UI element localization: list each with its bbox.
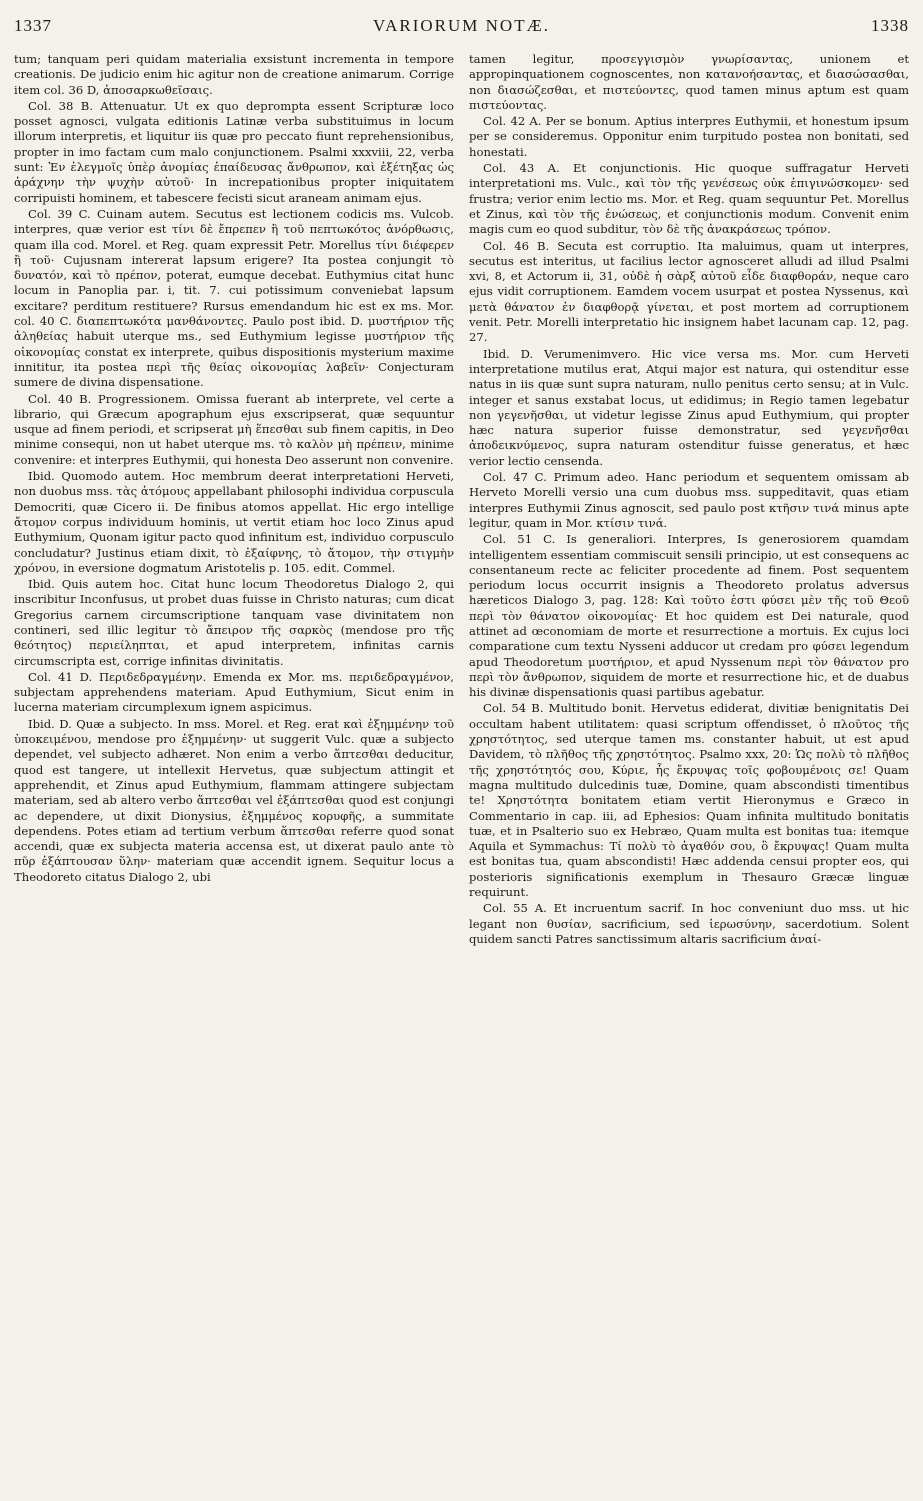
left-page-number: 1337 (14, 16, 52, 35)
note-paragraph: tum; tanquam peri quidam materialia exsistunt incrementa in tempore creationis. De judicio enim hic agitur non de creatione animarum. Corrige item col. 36 D, ἀποσαρκωθεῖσαις. (14, 52, 454, 97)
right-page-number: 1338 (871, 16, 909, 35)
note-paragraph: Col. 54 B. Multitudo bonit. Hervetus ediderat, divitiæ benignitatis Dei occultam habent utilitatem: quasi scriptum offendisset, ὁ πλοῦτος τῆς χρηστότητος, sed uterque tamen ms. constanter habuit, ut est apud Davidem, τὸ πλῆθος τῆς χρηστότητος. Psalmo xxx, 20: Ὡς πολὺ τὸ πλῆθος τῆς χρηστότητός σου, Κύριε, ἧς ἔκρυψας τοῖς φοβουμένοις σε! Quam magna multitudo dulcedinis tuæ, Domine, quam abscondisti timentibus te! Χρηστότητα bonitatem etiam vertit Hieronymus e Græco in Commentario in cap. iii, ad Ephesios: Quam infinita multitudo bonitatis tuæ, et in Psalterio suo ex Hebræo, Quam multa est bonitas tua: itemque Aquila et Symmachus: Τί πολὺ τὸ ἀγαθόν σου, ὃ ἔκρυψας! Quam multa est bonitas tua, quam abscondisti! Hæc addenda censui propter eos, qui posterioris significationis exemplum in Thesauro Græcæ linguæ requirunt. (469, 701, 909, 900)
running-header (14, 16, 909, 42)
running-title: VARIORUM NOTÆ. (373, 16, 550, 35)
note-paragraph: Col. 42 A. Per se bonum. Aptius interpres Euthymii, et honestum ipsum per se consideremus. Opponitur enim turpitudo postea non bonitati, sed honestati. (469, 114, 909, 159)
note-paragraph: Ibid. D. Verumenimvero. Hic vice versa ms. Mor. cum Herveti interpretatione mutilus erat, Atqui major est natura, qui ostenditur esse natus in iis quæ sunt supra naturam, nullo penitus certo sensu; at in Vulc. integer et sanus exstabat locus, ut edidimus; in Regio tamen legebatur non γεγενῆσθαι, ut videtur legisse Zinus apud Euthymium, qui propter hæc natura superior fuisse demonstratur, sed γεγενῆσθαι ἀποδεικνύμενος, supra naturam ostenditur fuisse generatus, et hæc verior lectio censenda. (469, 346, 909, 468)
note-paragraph: Ibid. Quis autem hoc. Citat hunc locum Theodoretus Dialogo 2, qui inscribitur Inconfusus, ut probet duas fuisse in Christo naturas; cum dicat Gregorius carnem circumscriptione tanquam vase divinitatem non contineri, sed illic legitur τὸ ἄπειρον τῆς σαρκὸς (mendose pro τῆς θεότητος) περιείληπται, et apud interpretem, infinitas carnis circumscripta est, corrige infinitas divinitatis. (14, 577, 454, 668)
note-paragraph: Col. 43 A. Et conjunctionis. Hic quoque suffragatur Herveti interpretationi ms. Vulc., καὶ τὸν τῆς γενέσεως οὐκ ἐπιγινώσκομεν· sed frustra; verior enim lectio ms. Mor. et Reg. quam sequuntur Pet. Morellus et Zinus, καὶ τὸν τῆς ἑνώσεως, et conjunctionis modum. Convenit enim magis cum eo quod subditur, τὸν δὲ τῆς ἀνακράσεως τρόπον. (469, 161, 909, 237)
note-paragraph: Col. 39 C. Cuinam autem. Secutus est lectionem codicis ms. Vulcob. interpres, quæ verior est τίνι δὲ ἔπρεπεν ἢ τοῦ πεπτωκότος ἀνόρθωσις, quam illa cod. Morel. et Reg. quam expressit Petr. Morellus τίνι διέφερεν ἢ τοῦ· Cujusnam intererat lapsum erigere? Ita postea conjungit τὸ δυνατόν, καὶ τὸ πρέπον, poterat, eumque decebat. Euthymius citat hunc locum in Panoplia par. i, tit. 7. cui potissimum conveniebat lapsum excitare? perditum restituere? Rursus emendandum hic est ex ms. Mor. col. 40 C. διαπεπτωκότα μανθάνοντες. Paulo post ibid. D. μυστήριον τῆς ἀληθείας habuit uterque ms., sed Euthymium legisse μυστήριον τῆς οἰκονομίας constat ex interprete, quibus dispositionis mysterium maxime innititur, ita postea περὶ τῆς θείας οἰκονομίας λαβεῖν· Conjecturam sumere de divina dispensatione. (14, 206, 454, 390)
note-paragraph: Ibid. D. Quæ a subjecto. In mss. Morel. et Reg. erat καὶ ἐξημμένην τοῦ ὑποκειμένου, mendose pro ἐξημμένην· ut suggerit Vulc. quæ a subjecto dependet, vel subjecto adhæret. Non enim a verbo ἅπτεσθαι deducitur, quod est tangere, ut intellexit Hervetus, quæ subjectum attingit et apprehendit, et Zinus apud Euthymium, flammam attingere subjectam materiam, sed ab altero verbo ἅπτεσθαι vel ἐξάπτεσθαι quod est conjungi ac dependere, ut dixit Dionysius, ἐξημμένος κορυφῆς, a summitate dependens. Potes etiam ad tertium verbum ἅπτεσθαι referre quod sonat accendi, quæ ex subjecta materia accensa est, ut dixerat paulo ante τὸ πῦρ ἐξάπτουσαν ὕλην· materiam quæ accendit ignem. Sequitur locus a Theodoreto citatus Dialogo 2, ubi (14, 716, 454, 884)
note-paragraph: Col. 38 B. Attenuatur. Ut ex quo deprompta essent Scripturæ loco posset agnosci, vulgata editionis Latinæ verba substituimus in locum illorum interpretis, et liquitur iis quæ pro peccato fiunt reprehensionibus, propter in imo factam cum malo conjunctionem. Psalmi xxxviii, 22, verba sunt: Ἐν ἐλεγμοῖς ὑπὲρ ἀνομίας ἐπαίδευσας ἄνθρωπον, καὶ ἐξέτηξας ὡς ἀράχνην τὴν ψυχὴν αὐτοῦ· In increpationibus propter iniquitatem corripuisti hominem, et tabescere fecisti sicut araneam animam ejus. (14, 98, 454, 205)
note-paragraph: Col. 51 C. Is generaliori. Interpres, Is generosiorem quamdam intelligentem essentiam commiscuit sensili principio, ut est consequens ac consentaneum recte ac feliciter procedente ad finem. Post sequentem periodum locus occurrit insignis a Theodoreto prolatus adversus hæreticos Dialogo 3, pag. 128: Καὶ τοῦτο ἐστι φύσει μὲν τῆς τοῦ Θεοῦ περὶ τὸν θάνατον οἰκονομίας· Et hoc quidem est Dei naturale, quod attinet ad œconomiam de morte et resurrectione a mortuis. Ex cujus loci comparatione cum textu Nysseni adducor ut credam pro φύσει legendum apud Theodoretum μυστήριον, et apud Nyssenum περὶ τὸν θάνατον pro περὶ τὸν ἄνθρωπον, siquidem de morte et resurrectione hic, et de duabus his divinæ dispensationis quasi partibus agebatur. (469, 532, 909, 700)
right-column (469, 52, 909, 947)
note-paragraph: Col. 46 B. Secuta est corruptio. Ita maluimus, quam ut interpres, secutus est interitus, ut facilius lector agnosceret alludi ad illud Psalmi xvi, 8, et Actorum ii, 31, οὐδὲ ἡ σὰρξ αὐτοῦ εἶδε διαφθοράν, neque caro ejus vidit corruptionem. Eamdem vocem usurpat et postea Nyssenus, καὶ μετὰ θάνατον ἐν διαφθορᾷ γίνεται, et post mortem ad corruptionem venit. Petr. Morelli interpretatio hic insignem habet lacunam cap. 12, pag. 27. (469, 238, 909, 345)
note-paragraph: Col. 41 D. Περιδεδραγμένην. Emenda ex Mor. ms. περιδεδραγμένον, subjectam apprehendens materiam. Apud Euthymium, Sicut enim in lucerna materiam circumplexum ignem aspicimus. (14, 669, 454, 715)
two-column-body (14, 52, 909, 947)
note-paragraph: Col. 40 B. Progressionem. Omissa fuerant ab interprete, vel certe a librario, qui Græcum apographum ejus exscripserat, quæ sequuntur usque ad finem periodi, et scripserat μὴ ἕπεσθαι sub finem capitis, in Deo minime consequi, non ut habet uterque ms. τὸ καλὸν μὴ πρέπειν, minime convenire: et interpres Euthymii, qui honesta Deo asserunt non convenire. (14, 391, 454, 467)
note-paragraph: Ibid. Quomodo autem. Hoc membrum deerat interpretationi Herveti, non duobus mss. τὰς ἀτόμους appellabant philosophi individua corpuscula Democriti, quæ Cicero ii. De finibus atomos appellat. Hic ergo intellige ἄτομον corpus individuum hominis, ut vertit etiam hoc loco Zinus apud Euthymium, Quonam igitur pacto quod infinitum est, individuo corpusculo concludatur? Justinus etiam dixit, τὸ ἐξαίφνης, τὸ ἄτομον, τὴν στιγμὴν χρόνου, in eversione dogmatum Aristotelis p. 105. edit. Commel. (14, 469, 454, 575)
note-paragraph: Col. 47 C. Primum adeo. Hanc periodum et sequentem omissam ab Herveto Morelli versio una cum duobus mss. suppeditavit, quas etiam interpres Euthymii Zinus agnoscit, sed paulo post κτῆσιν τινά minus apte legitur, quam in Mor. κτίσιν τινά. (469, 470, 909, 530)
note-paragraph: tamen legitur, προσεγγισμὸν γνωρίσαντας, unionem et appropinquationem cognoscentes, non κατανοήσαντας, et διασώσασθαι, non διασώζεσθαι, et πιστεύοντες, quod tamen minus aptum est quam πιστεύοντας. (469, 52, 909, 112)
left-column (14, 52, 454, 947)
note-paragraph: Col. 55 A. Et incruentum sacrif. In hoc conveniunt duo mss. ut hic legant non θυσίαν, sacrificium, sed ἱερωσύνην, sacerdotium. Solent quidem sancti Patres sanctissimum altaris sacrificium ἀναί- (469, 901, 909, 946)
